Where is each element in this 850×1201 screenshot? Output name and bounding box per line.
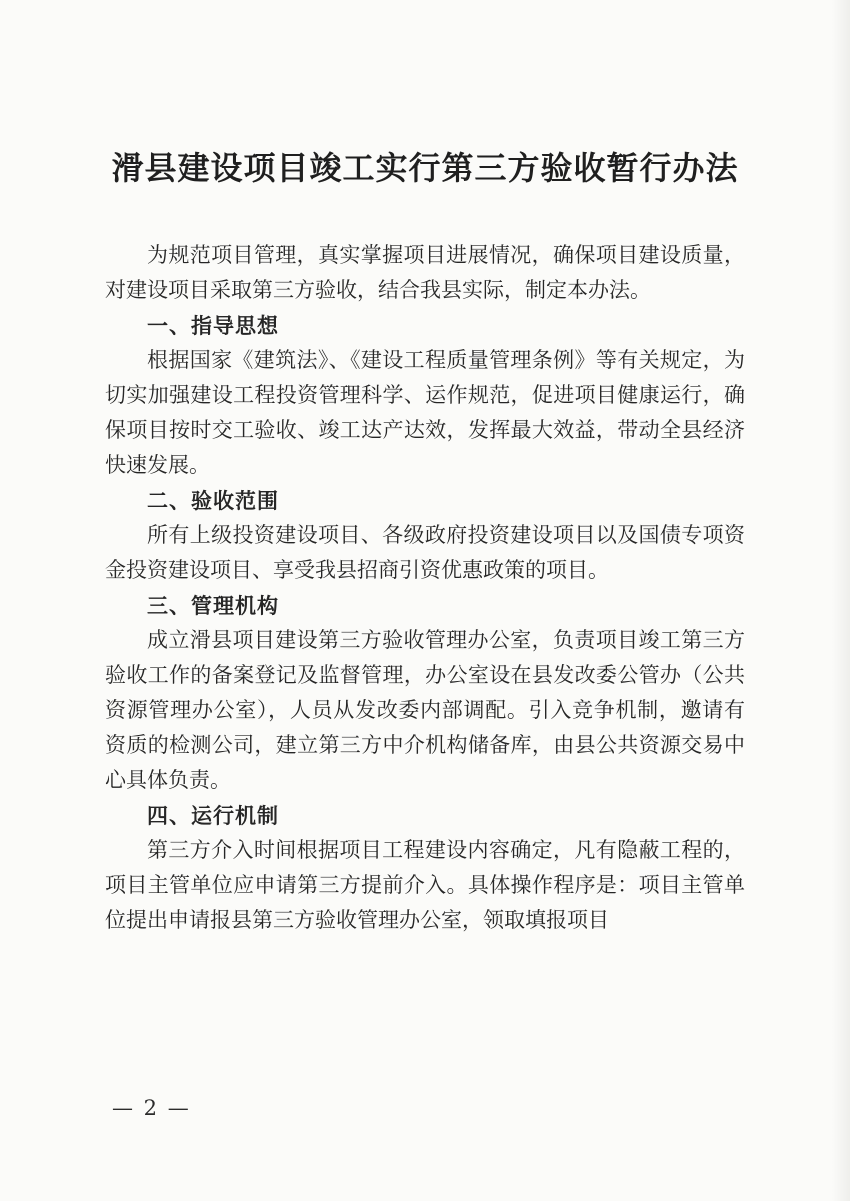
section-heading-operating-mechanism: 四、运行机制 (147, 803, 279, 828)
page-edge-shadow (832, 0, 850, 1201)
intro-paragraph: 为规范项目管理，真实掌握项目进展情况，确保项目建设质量，对建设项目采取第三方验收，结合我县实际，制定本办法。 (105, 243, 745, 302)
section-paragraph-acceptance-scope: 所有上级投资建设项目、各级政府投资建设项目以及国债专项资金投资建设项目、享受我县招商引资优惠政策的项目。 (105, 523, 745, 582)
section-paragraph-operating-mechanism: 第三方介入时间根据项目工程建设内容确定，凡有隐蔽工程的，项目主管单位应申请第三方提前介入。具体操作程序是：项目主管单位提出申请报县第三方验收管理办公室，领取填报项目 (105, 838, 745, 932)
section-heading-acceptance-scope: 二、验收范围 (147, 488, 279, 513)
section-paragraph-guiding-ideology: 根据国家《建筑法》、《建设工程质量管理条例》等有关规定，为切实加强建设工程投资管理科学、运作规范，促进项目健康运行，确保项目按时交工验收、竣工达产达效，发挥最大效益，带动全县经济快速发展。 (105, 348, 745, 477)
section-paragraph-management-body: 成立滑县项目建设第三方验收管理办公室，负责项目竣工第三方验收工作的备案登记及监督管理，办公室设在县发改委公管办（公共资源管理办公室），人员从发改委内部调配。引入竞争机制，邀请有资质的检测公司，建立第三方中介机构储备库，由县公共资源交易中心具体负责。 (105, 628, 745, 792)
document-title: 滑县建设项目竣工实行第三方验收暂行办法 (111, 149, 739, 187)
section-heading-guiding-ideology: 一、指导思想 (147, 313, 279, 338)
section-heading-management-body: 三、管理机构 (147, 593, 279, 618)
document-body (105, 238, 745, 938)
page-number: — 2 — (112, 1096, 191, 1120)
